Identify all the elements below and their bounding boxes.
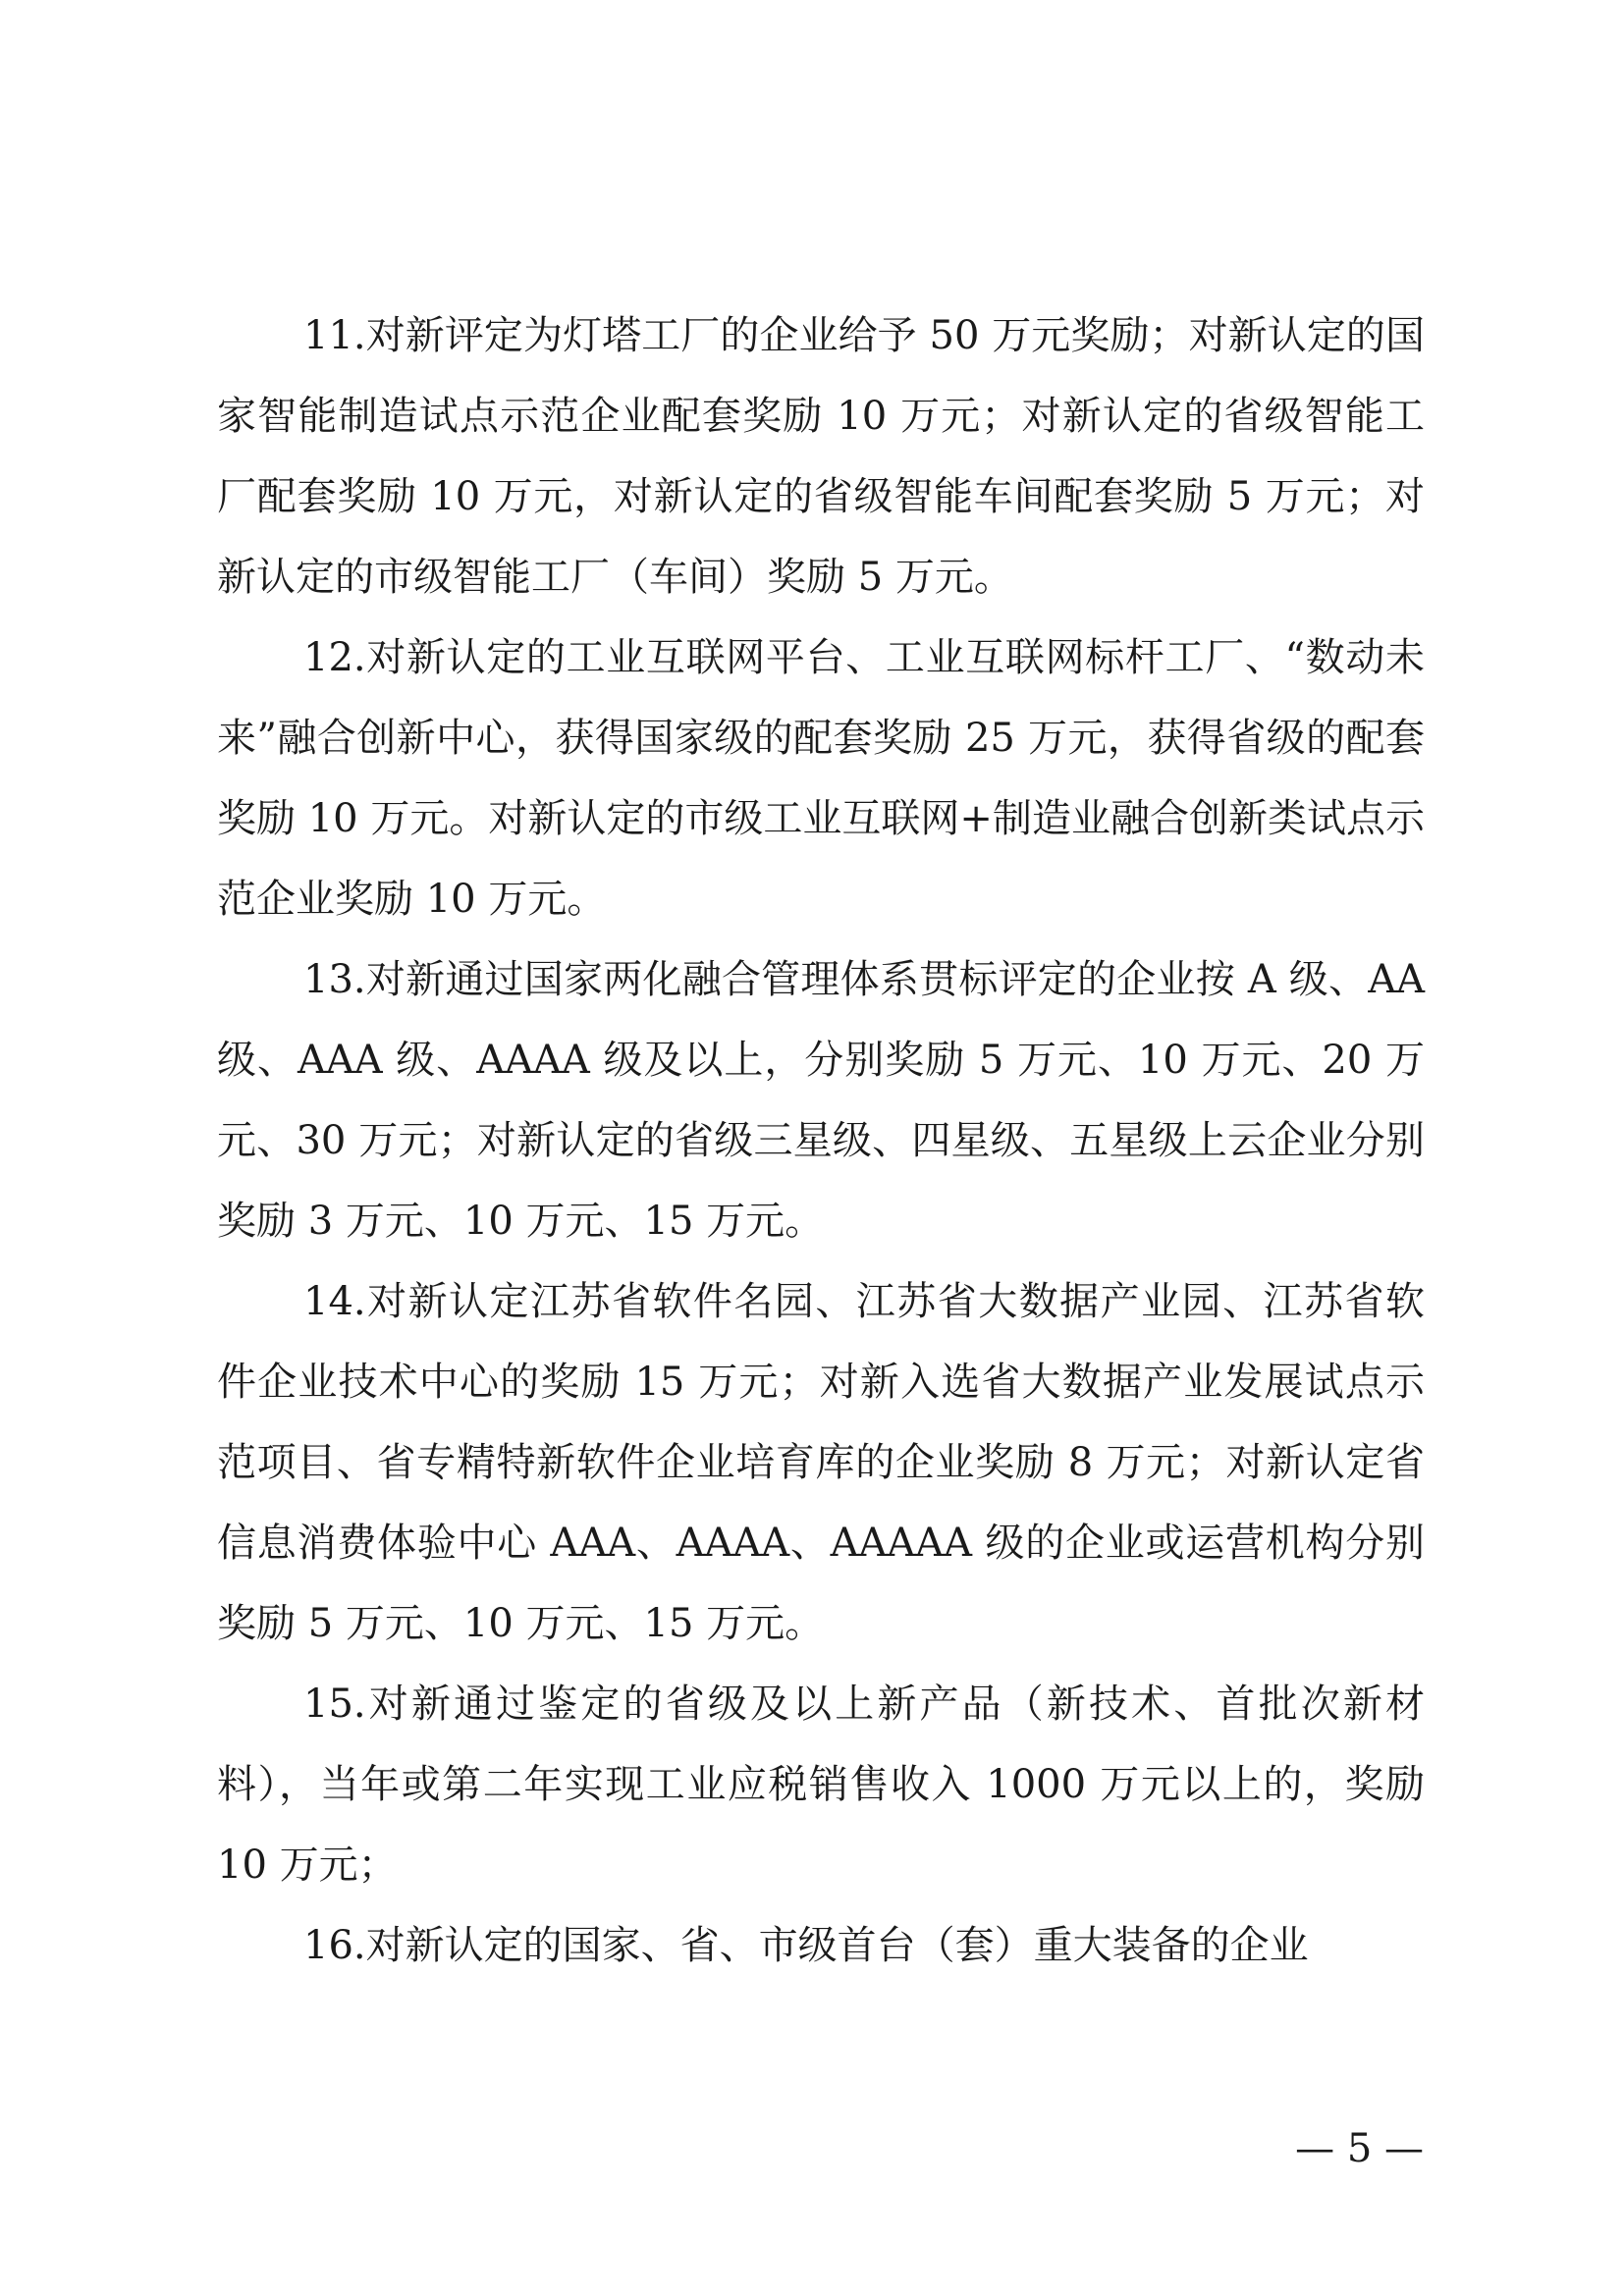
page-number: — 5 — bbox=[1295, 2126, 1424, 2171]
paragraph-13: 13.对新通过国家两化融合管理体系贯标评定的企业按 A 级、AA 级、AAA 级、AAAA 级及以上，分别奖励 5 万元、10 万元、20 万元、30 万元；对新认定的省级三星级、四星级、五星级上云企业分别奖励 3 万元、10 万元、15 万元。 bbox=[217, 957, 1425, 1244]
paragraph-14: 14.对新认定江苏省软件名园、江苏省大数据产业园、江苏省软件企业技术中心的奖励 15 万元；对新入选省大数据产业发展试点示范项目、省专精特新软件企业培育库的企业奖励 8 万元；对新认定省信息消费体验中心 AAA、AAAA、AAAAA 级的企业或运营机构分别奖励 5 万元、10 万元、15 万元。 bbox=[217, 1279, 1425, 1646]
paragraph-12: 12.对新认定的工业互联网平台、工业互联网标杆工厂、“数动未来”融合创新中心，获得国家级的配套奖励 25 万元，获得省级的配套奖励 10 万元。对新认定的市级工业互联网+制造业融合创新类试点示范企业奖励 10 万元。 bbox=[217, 635, 1425, 922]
paragraph-15: 15.对新通过鉴定的省级及以上新产品（新技术、首批次新材料），当年或第二年实现工业应税销售收入 1000 万元以上的，奖励 10 万元； bbox=[217, 1682, 1425, 1888]
paragraph-16: 16.对新认定的国家、省、市级首台（套）重大装备的企业 bbox=[303, 1923, 1309, 1968]
document-body bbox=[217, 295, 1425, 1986]
paragraph-11: 11.对新评定为灯塔工厂的企业给予 50 万元奖励；对新认定的国家智能制造试点示范企业配套奖励 10 万元；对新认定的省级智能工厂配套奖励 10 万元，对新认定的省级智能车间配套奖励 5 万元；对新认定的市级智能工厂（车间）奖励 5 万元。 bbox=[217, 313, 1425, 600]
